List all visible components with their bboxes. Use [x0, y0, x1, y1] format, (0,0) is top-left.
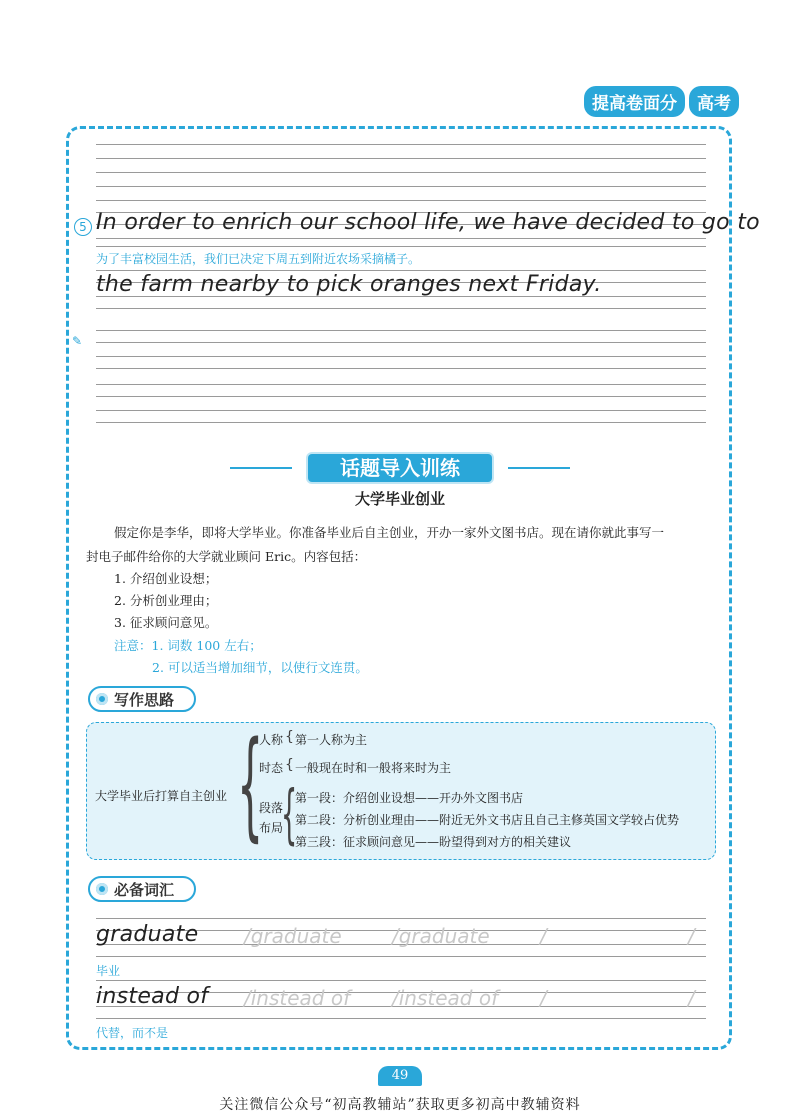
section-writing-approach-title: 写作思路: [114, 690, 175, 709]
brace-icon-small: {: [285, 757, 294, 773]
section-key-vocabulary: [88, 876, 196, 902]
vocab-slash: /: [540, 986, 547, 1010]
vocab-trace-2b: /instead of: [392, 986, 499, 1010]
vocab-trace-1a: /graduate: [244, 924, 342, 948]
prompt-paragraph-1: 假定你是李华，即将大学毕业。你准备毕业后自主创业，开办一家外文图书店。现在请你就此事写一: [114, 525, 665, 540]
mindmap-root: 大学毕业后打算自主创业: [95, 789, 228, 803]
vocab-trace-2a: /instead of: [244, 986, 351, 1010]
vocab-slash: /: [540, 924, 547, 948]
prompt-note-2: 2. 可以适当增加细节，以使行文连贯。: [152, 660, 368, 675]
mindmap-branch-1-value: 第一人称为主: [295, 733, 368, 747]
prompt-note-1: 注意：1. 词数 100 左右；: [114, 638, 262, 653]
vocab-meaning-1: 毕业: [96, 964, 121, 978]
topic-title: 大学毕业创业: [354, 490, 445, 508]
mindmap-branch-1-label: 人称: [259, 733, 284, 747]
header-sub-label: 高考: [689, 86, 739, 117]
brace-icon: {: [237, 715, 264, 853]
page-number: 49: [378, 1066, 422, 1086]
mindmap-branch-3-label-b: 布局: [259, 821, 284, 835]
mindmap-paragraph-1: 第一段：介绍创业设想——开办外文图书店: [295, 791, 524, 805]
mindmap-box: [86, 715, 716, 860]
section-writing-approach: [88, 686, 196, 712]
vocab-meaning-2: 代替，而不是: [96, 1026, 169, 1040]
prompt-item-2: 2. 分析创业理由；: [114, 593, 218, 608]
footer-text: 关注微信公众号“初高教辅站”获取更多初高中教辅资料: [219, 1097, 581, 1113]
header-main-label: 提高卷面分: [584, 86, 685, 117]
bullet-icon: [96, 883, 108, 895]
header-badge: [584, 86, 739, 117]
bullet-icon: [96, 693, 108, 705]
exercise-translation: 为了丰富校园生活，我们已决定下周五到附近农场采摘橘子。: [96, 252, 421, 266]
section-key-vocabulary-title: 必备词汇: [114, 880, 175, 899]
mindmap-paragraph-3: 第三段：征求顾问意见——盼望得到对方的相关建议: [295, 835, 572, 849]
mindmap-branch-3-label-a: 段落: [259, 801, 284, 815]
prompt-item-1: 1. 介绍创业设想；: [114, 571, 218, 586]
prompt-paragraph-2: 封电子邮件给你的大学就业顾问 Eric。内容包括：: [86, 549, 367, 564]
vocab-word-2: instead of: [96, 984, 209, 1009]
vocab-trace-1b: /graduate: [392, 924, 490, 948]
banner-title: 话题导入训练: [308, 454, 492, 482]
brace-icon-small: {: [285, 729, 294, 745]
exercise-number: 5: [74, 218, 92, 236]
exercise-line-2: the farm nearby to pick oranges next Friday.: [96, 272, 602, 297]
exercise-line-1: In order to enrich our school life, we have decided to go to: [96, 210, 760, 235]
vocab-slash: /: [688, 986, 695, 1010]
mindmap-branch-2-label: 时态: [259, 761, 284, 775]
vocab-word-1: graduate: [96, 922, 199, 947]
mindmap-branch-2-value: 一般现在时和一般将来时为主: [295, 761, 452, 775]
mindmap-paragraph-2: 第二段：分析创业理由——附近无外文书店且自己主修英国文学较占优势: [295, 813, 680, 827]
section-banner: [230, 454, 570, 484]
prompt-item-3: 3. 征求顾问意见。: [114, 615, 218, 630]
vocab-slash: /: [688, 924, 695, 948]
pencil-icon: ✎: [72, 334, 83, 348]
brace-icon-medium: {: [281, 778, 298, 852]
